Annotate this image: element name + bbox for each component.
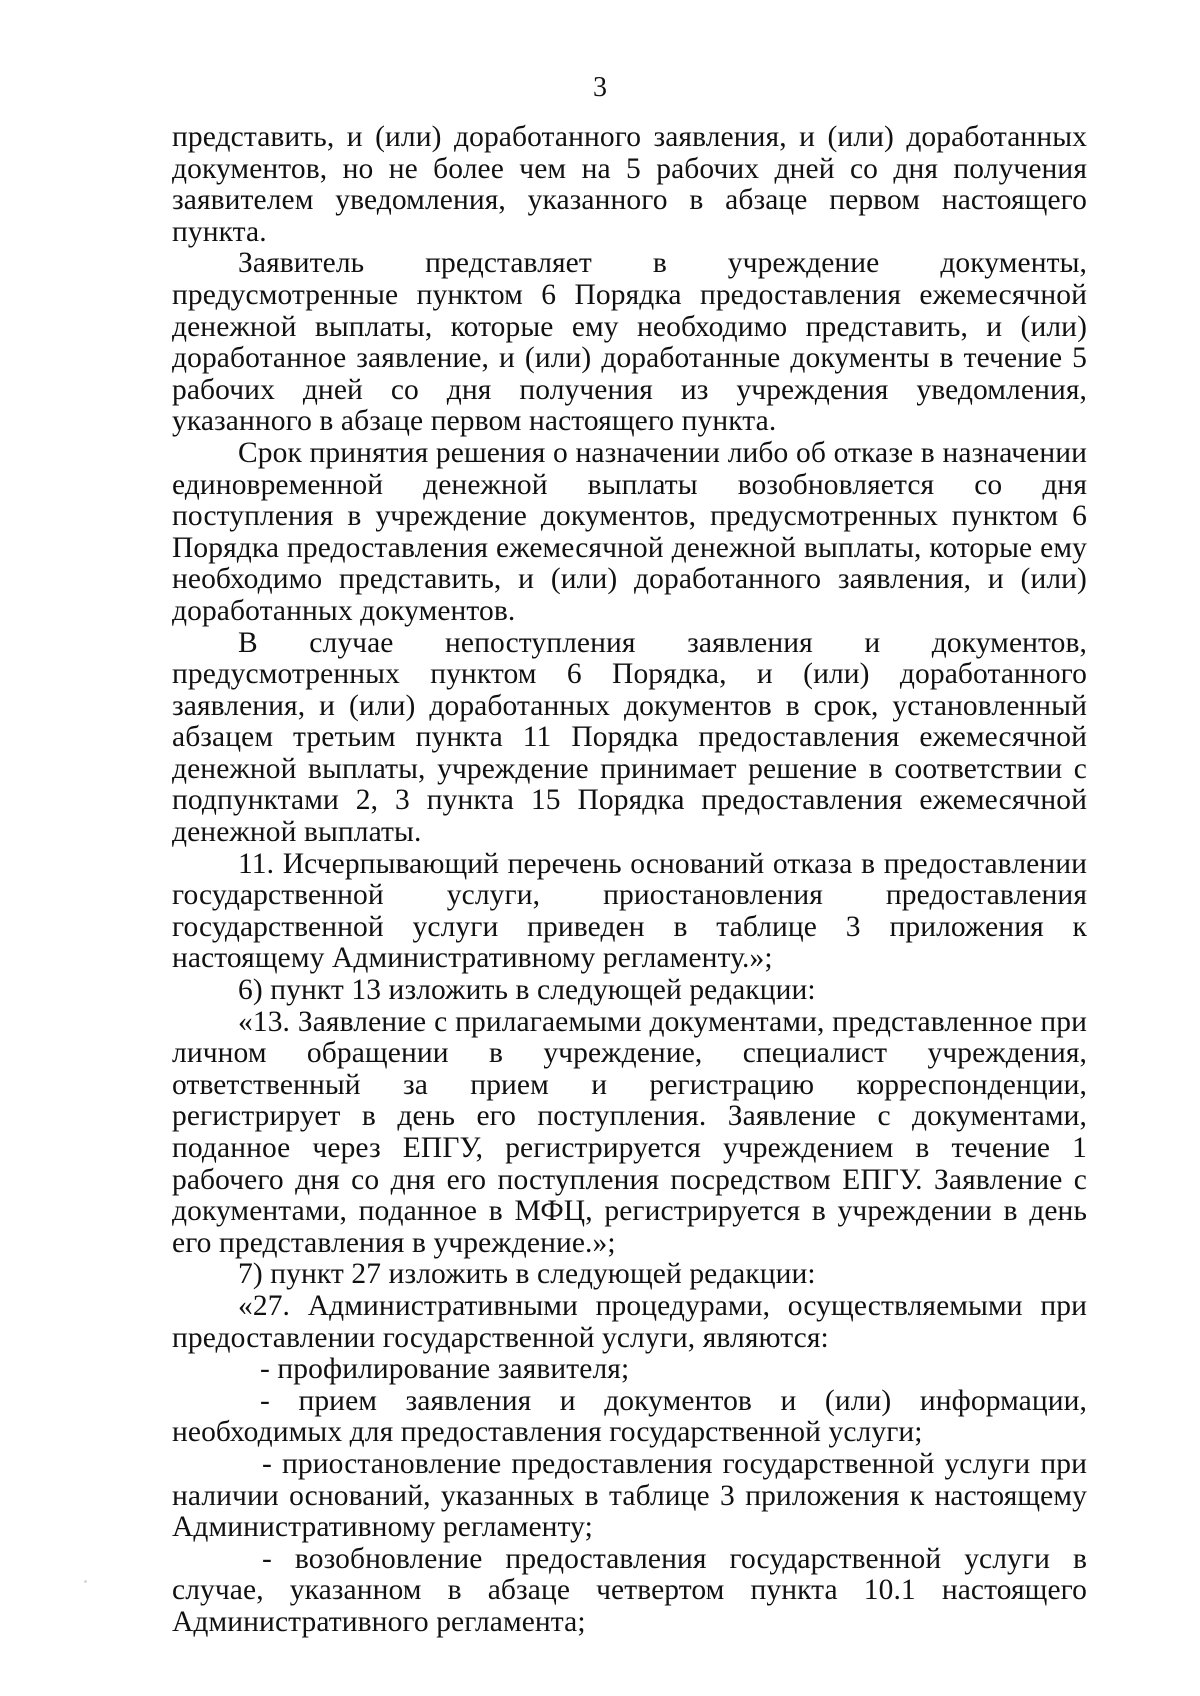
paragraph-decision-term: Срок принятия решения о назначении либо об отказе в назначении единовременной денежной выплаты возобновляется со дня поступления в учреждение документов, предусмотренных пунктом 6 Порядка предоставления ежемесячной денежной выплаты, которые ему необходимо представить, и (или) доработанного заявления, и (или) доработанных документов. xyxy=(172,436,1087,627)
list-item-suspension: - приостановление предоставления государственной услуги при наличии оснований, указанных в таблице 3 приложения к настоящему Административному регламенту; xyxy=(172,1447,1087,1544)
paragraph-item-27: «27. Административными процедурами, осуществляемыми при предоставлении государственной услуги, являются: xyxy=(172,1289,1087,1354)
page-number: 3 xyxy=(593,72,607,103)
paragraph-amendment-7: 7) пункт 27 изложить в следующей редакции: xyxy=(238,1258,816,1291)
scan-speck xyxy=(84,1580,87,1583)
paragraph-item-11: 11. Исчерпывающий перечень оснований отказа в предоставлении государственной услуги, приостановления предоставления государственной услуги приведен в таблице 3 приложения к настоящему Административному регламенту.»; xyxy=(172,847,1087,975)
list-item-reception: - прием заявления и документов и (или) информации, необходимых для предоставления государственной услуги; xyxy=(172,1384,1087,1449)
document-body xyxy=(172,122,1087,1639)
paragraph-non-receipt: В случае непоступления заявления и документов, предусмотренных пунктом 6 Порядка, и (или) доработанного заявления, и (или) доработанных документов в срок, установленный абзацем третьим пункта 11 Порядка предоставления ежемесячной денежной выплаты, учреждение принимает решение в соответствии с подпунктами 2, 3 пункта 15 Порядка предоставления ежемесячной денежной выплаты. xyxy=(172,626,1087,849)
paragraph-applicant-submits: Заявитель представляет в учреждение документы, предусмотренные пунктом 6 Порядка предоставления ежемесячной денежной выплаты, которые ему необходимо представить, и (или) доработанное заявление, и (или) доработанные документы в течение 5 рабочих дней со дня получения из учреждения уведомления, указанного в абзаце первом настоящего пункта. xyxy=(172,247,1087,438)
list-item-resumption: - возобновление предоставления государственной услуги в случае, указанном в абзаце четвертом пункта 10.1 настоящего Административного регламента; xyxy=(172,1542,1087,1638)
list-item-profiling: - профилирование заявителя; xyxy=(260,1353,630,1386)
paragraph-item-13: «13. Заявление с прилагаемыми документами, представленное при личном обращении в учреждение, специалист учреждения, ответственный за прием и регистрацию корреспонденции, регистрирует в день его поступления. Заявление с документами, поданное через ЕПГУ, регистрируется учреждением в течение 1 рабочего дня со дня его поступления посредством ЕПГУ. Заявление с документами, поданное в МФЦ, регистрируется в учреждении в день его представления в учреждение.»; xyxy=(172,1005,1087,1259)
paragraph-continuation: представить, и (или) доработанного заявления, и (или) доработанных документов, но не более чем на 5 рабочих дней со дня получения заявителем уведомления, указанного в абзаце первом настоящего пункта. xyxy=(172,121,1087,248)
paragraph-amendment-6: 6) пункт 13 изложить в следующей редакции: xyxy=(238,974,816,1007)
